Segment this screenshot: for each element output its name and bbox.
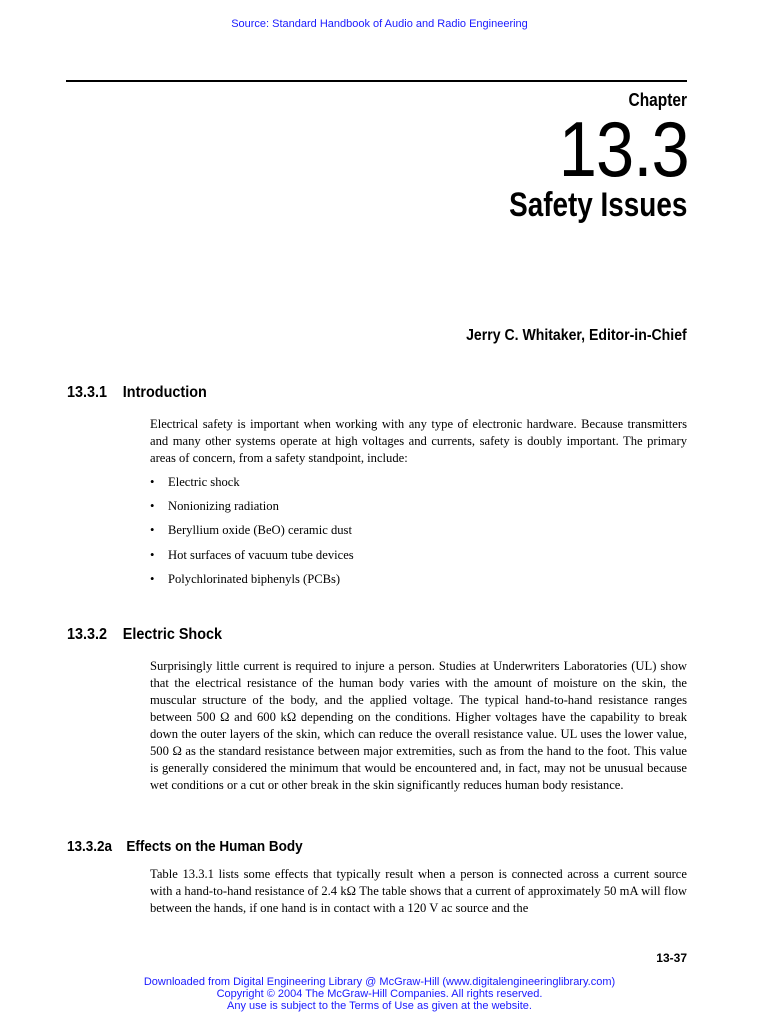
- list-item: • Hot surfaces of vacuum tube devices: [150, 547, 354, 571]
- section-title: Electric Shock: [122, 626, 223, 643]
- section-number: 13.3.1: [67, 384, 108, 401]
- page-number: 13-37: [656, 951, 687, 965]
- hazard-list: [150, 474, 354, 595]
- section-number: 13.3.2: [67, 626, 108, 643]
- shock-paragraph: Surprisingly little current is required to injure a person. Studies at Underwriters Laboratories (UL) show that the electrical resistance of the human body varies with the amount of moisture on the skin, the muscular structure of the body, and the applied voltage. The typical hand-to-hand resistance ranges between 500 Ω and 600 kΩ depending on the conditions. Higher voltages have the capability to break down the outer layers of the skin, which can reduce the overall resistance value. UL uses the lower value, 500 Ω as the standard resistance between major extremities, such as from the hand to the foot. This value is generally considered the minimum that would be encountered and, in fact, may not be unusual because wet conditions or a cut or other break in the skin significantly reduces human body resistance.: [150, 659, 687, 792]
- section-heading-electric-shock: [67, 626, 222, 644]
- intro-paragraph: Electrical safety is important when working with any type of electronic hardware. Because transmitters and many other systems operate at high voltages and currents, safety is doubly important. The primary areas of concern, from a safety standpoint, include:: [150, 417, 687, 465]
- list-item: • Polychlorinated biphenyls (PCBs): [150, 571, 354, 595]
- effects-paragraph: Table 13.3.1 lists some effects that typically result when a person is connected across a current source with a hand-to-hand resistance of 2.4 kΩ The table shows that a current of approximately 50 mA will flow between the hands, if one hand is in contact with a 120 V ac source and the: [150, 867, 687, 915]
- header-rule: [66, 80, 687, 82]
- section-title: Introduction: [122, 384, 207, 401]
- section-title: Effects on the Human Body: [126, 838, 303, 855]
- list-item: • Electric shock: [150, 474, 354, 498]
- list-item: • Nonionizing radiation: [150, 498, 354, 522]
- chapter-title: Safety Issues: [508, 186, 687, 224]
- section-heading-introduction: [67, 384, 207, 402]
- author-line: Jerry C. Whitaker, Editor-in-Chief: [466, 327, 687, 344]
- footer-terms-link[interactable]: Any use is subject to the Terms of Use as given at the website.: [227, 1000, 532, 1012]
- chapter-number: 13.3: [558, 105, 689, 193]
- section-number: 13.3.2a: [67, 838, 113, 855]
- source-line[interactable]: Source: Standard Handbook of Audio and Radio Engineering: [231, 18, 528, 30]
- list-item: • Beryllium oxide (BeO) ceramic dust: [150, 522, 354, 546]
- footer-download-link[interactable]: Downloaded from Digital Engineering Library @ McGraw-Hill (www.digitalengineeringlibrary.com): [143, 976, 616, 988]
- chapter-label: Chapter: [628, 90, 687, 110]
- subsection-heading-effects: [67, 838, 303, 855]
- footer: [0, 976, 759, 1012]
- footer-copyright: Copyright © 2004 The McGraw-Hill Companies. All rights reserved.: [216, 988, 543, 1000]
